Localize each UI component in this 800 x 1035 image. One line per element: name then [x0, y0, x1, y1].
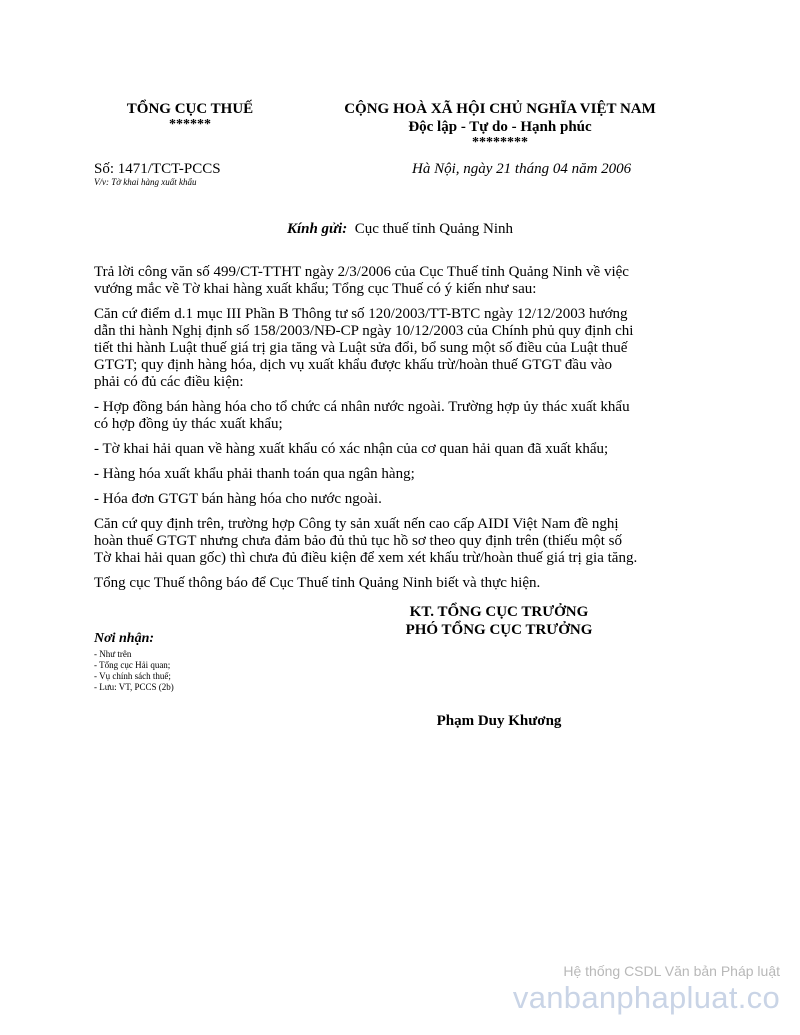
national-motto: Độc lập - Tự do - Hạnh phúc: [408, 119, 592, 135]
recipients-list: [94, 649, 294, 693]
recipient-name: Cục thuế tỉnh Quảng Ninh: [354, 221, 514, 237]
recipients-block: [94, 630, 294, 693]
recipient-item: - Như trên: [94, 649, 132, 659]
document-number: Số: 1471/TCT-PCCS: [94, 161, 221, 177]
body-paragraph: Căn cứ điểm d.1 mục III Phần B Thông tư số 120/2003/TT-BTC ngày 12/12/2003 hướng dẫn thi hành Nghị định số 158/2003/NĐ-CP ngày 10/12/2003 của Chính phủ quy định chi tiết thi hành Luật thuế giá trị gia tăng và Luật sửa đổi, bổ sung một số điều của Luật thuế GTGT; quy định hàng hóa, dịch vụ xuất khẩu được khấu trừ/hoàn thuế GTGT đầu vào phải có đủ các điều kiện:: [94, 306, 634, 390]
body-paragraph: Trả lời công văn số 499/CT-TTHT ngày 2/3/2006 của Cục Thuế tỉnh Quảng Ninh về việc vướng mắc về Tờ khai hàng xuất khẩu; Tổng cục Thuế có ý kiến như sau:: [94, 264, 629, 297]
recipient-label: Kính gửi:: [286, 221, 348, 237]
recipients-heading: Nơi nhận:: [94, 631, 155, 646]
signer-title-primary: KT. TỔNG CỤC TRƯỞNG: [409, 604, 589, 620]
issuing-agency-name: TỔNG CỤC THUẾ: [126, 101, 254, 117]
condition-item: - Hóa đơn GTGT bán hàng hóa cho nước ngoài.: [94, 491, 382, 507]
recipient-item: - Vụ chính sách thuế;: [94, 671, 171, 681]
signer-name: Phạm Duy Khương: [436, 713, 562, 729]
national-header-block: [296, 100, 704, 150]
place-and-date: Hà Nội, ngày 21 tháng 04 năm 2006: [412, 161, 632, 177]
motto-divider-stars: ********: [472, 135, 528, 150]
recipient-item: - Tổng cục Hải quan;: [94, 660, 171, 670]
recipient-line: [0, 220, 800, 238]
document-subject: V/v: Tờ khai hàng xuất khẩu: [94, 177, 197, 187]
agency-divider-stars: ******: [169, 117, 211, 132]
watermark-domain: vanbanphapluat.co: [512, 980, 780, 1015]
condition-item: - Hàng hóa xuất khẩu phải thanh toán qua ngân hàng;: [94, 466, 415, 482]
condition-item: - Hợp đồng bán hàng hóa cho tổ chức cá nhân nước ngoài. Trường hợp ủy thác xuất khẩu có hợp đồng ủy thác xuất khẩu;: [94, 399, 630, 432]
signer-title-secondary: PHÓ TỔNG CỤC TRƯỞNG: [405, 622, 593, 638]
issuing-agency-block: [105, 100, 275, 132]
watermark-caption: Hệ thống CSDL Văn bản Pháp luật: [563, 963, 780, 979]
signature-block: [390, 603, 608, 639]
recipient-item: - Lưu: VT, PCCS (2b): [94, 682, 174, 692]
site-watermark: [480, 962, 780, 1016]
national-title: CỘNG HOÀ XÃ HỘI CHỦ NGHĨA VIỆT NAM: [344, 101, 656, 117]
body-paragraph: Tổng cục Thuế thông báo để Cục Thuế tỉnh Quảng Ninh biết và thực hiện.: [94, 575, 541, 591]
body-paragraph: Căn cứ quy định trên, trường hợp Công ty sản xuất nến cao cấp AIDI Việt Nam đề nghị hoàn thuế GTGT nhưng chưa đảm bảo đủ thủ tục hồ sơ theo quy định trên (thiếu một số Tờ khai hải quan gốc) thì chưa đủ điều kiện để xem xét khấu trừ/hoàn thuế giá trị gia tăng.: [94, 516, 638, 566]
letter-body: [94, 264, 639, 600]
condition-item: - Tờ khai hải quan về hàng xuất khẩu có xác nhận của cơ quan hải quan đã xuất khẩu;: [94, 441, 609, 457]
